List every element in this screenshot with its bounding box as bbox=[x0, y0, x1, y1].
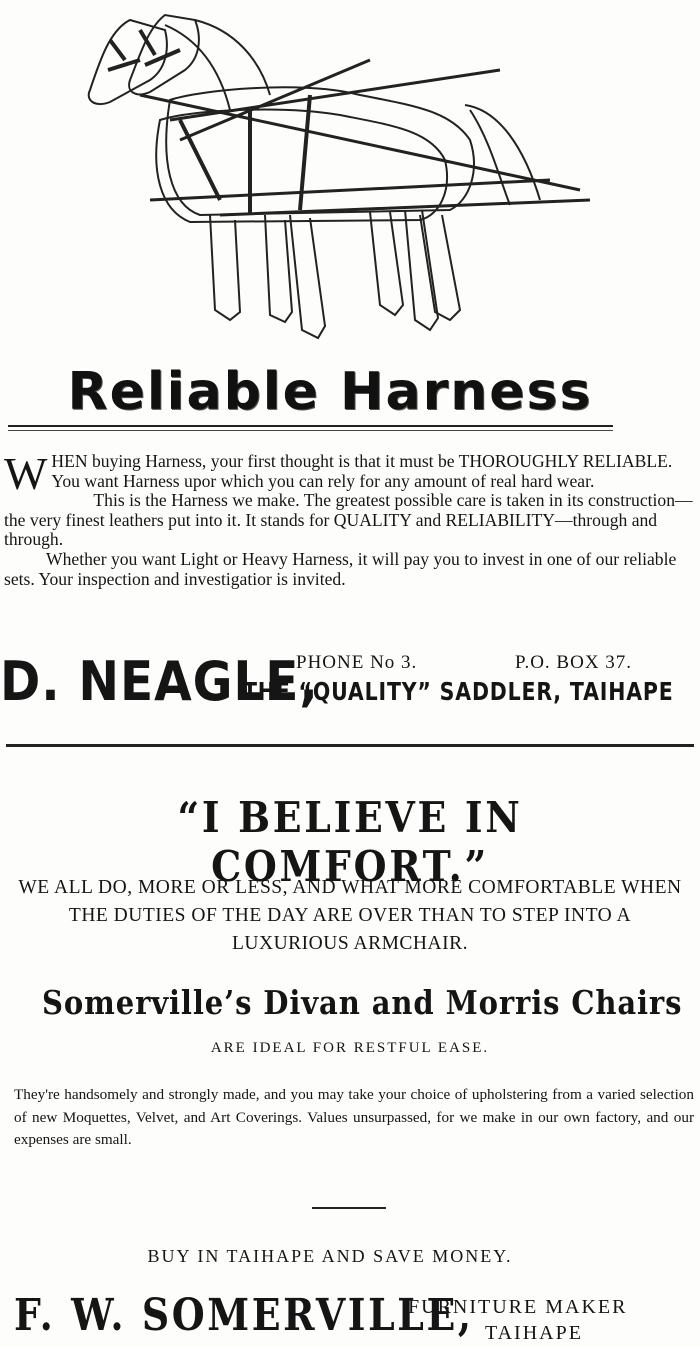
two-horses-illustration bbox=[70, 0, 610, 345]
neagle-name: D. NEAGLE, bbox=[0, 650, 319, 713]
neagle-phone: PHONE No 3. bbox=[296, 652, 418, 673]
harness-para-2: This is the Harness we make. The greatest possible care is taken in its construction—the very finest leathers put into it. It stands for QUALITY and RELIABILITY—through and through. bbox=[4, 490, 693, 550]
harness-para-3: Whether you want Light or Heavy Harness, it will pay you to invest in one of our reliable sets. Your inspection and investigatior is invited. bbox=[4, 548, 677, 589]
title-underline-thin bbox=[8, 430, 613, 431]
chairs-product-title: Somerville’s Divan and Morris Chairs bbox=[42, 983, 683, 1022]
harness-title: Reliable Harness bbox=[67, 362, 593, 422]
somerville-town: TAIHAPE bbox=[485, 1322, 583, 1344]
title-underline bbox=[8, 425, 613, 427]
section-divider bbox=[6, 744, 694, 747]
chairs-subtitle: ARE IDEAL FOR RESTFUL EASE. bbox=[210, 1040, 490, 1056]
short-divider bbox=[312, 1207, 386, 1209]
neagle-tagline: THE “QUALITY” SADDLER, TAIHAPE bbox=[243, 677, 674, 706]
comfort-headline: “I BELIEVE IN COMFORT.” bbox=[177, 793, 523, 891]
comfort-caps-text: WE ALL DO, MORE OR LESS, AND WHAT MORE COMFORTABLE WHEN THE DUTIES OF THE DAY ARE OVER THAN TO STEP INTO A LUXURIOUS ARMCHAIR. bbox=[18, 877, 682, 954]
somerville-name: F. W. SOMERVILLE, bbox=[14, 1290, 474, 1341]
somerville-trade: FURNITURE MAKER bbox=[408, 1296, 628, 1318]
chairs-body: They're handsomely and strongly made, and you may take your choice of upholstering from a varied selection of new Moquettes, Velvet, and Art Coverings. Values unsurpassed, for we make in our own factory, and our expenses are small. bbox=[14, 1086, 694, 1148]
harness-para-1: HEN buying Harness, your first thought is that it must be THOROUGHLY RELIABLE. You want Harness upor which you can rely for any amount of real hard wear. bbox=[51, 451, 673, 491]
neagle-pobox: P.O. BOX 37. bbox=[515, 652, 633, 673]
harness-body bbox=[4, 448, 694, 589]
buy-line: BUY IN TAIHAPE AND SAVE MONEY. bbox=[147, 1246, 513, 1266]
drop-cap: W bbox=[4, 448, 48, 499]
